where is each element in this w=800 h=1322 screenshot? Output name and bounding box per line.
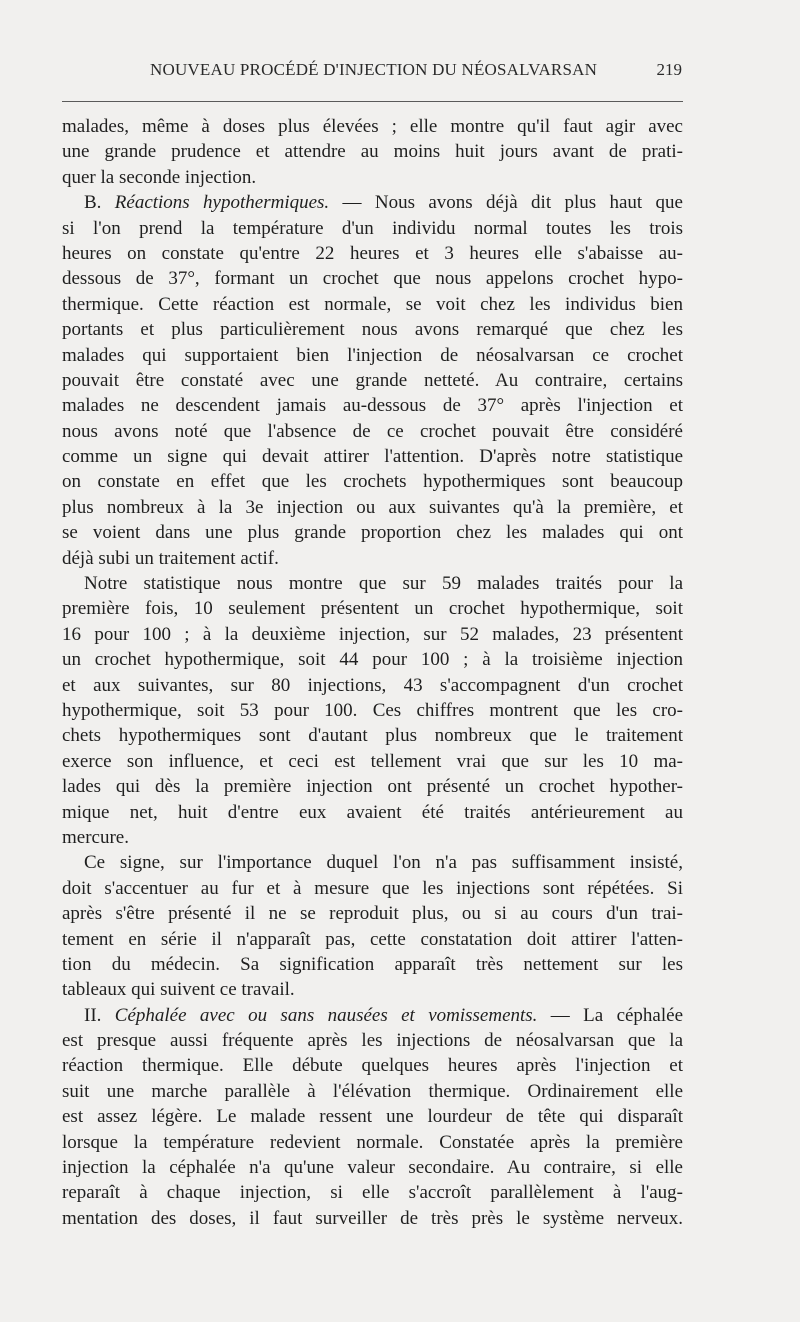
text-line: doit s'accentuer au fur et à mesure que les injections sont répétées. Si (62, 877, 683, 899)
section-number: II. (84, 1004, 115, 1026)
text-line: comme un signe qui devait attirer l'attention. D'après notre statistique (62, 446, 683, 468)
text-line: malades, même à doses plus élevées ; elle montre qu'il faut agir avec (62, 116, 683, 137)
text-line: reparaît à chaque injection, si elle s'accroît parallèlement à l'aug- (62, 1182, 683, 1204)
text-line: Ce signe, sur l'importance duquel l'on n'a pas suffisamment insisté, (84, 852, 683, 874)
text-line: Notre statistique nous montre que sur 59 malades traités pour la (84, 573, 683, 595)
section-title: Réactions hypothermiques. (114, 192, 330, 214)
text-line: si l'on prend la température d'un individu normal toutes les trois (62, 217, 683, 239)
text-line: réaction thermique. Elle débute quelques heures après l'injection et (62, 1055, 683, 1077)
text-line: se voient dans une plus grande proportion chez les malades qui ont (62, 522, 683, 544)
text-line: est presque aussi fréquente après les injections de néosalvarsan que la (62, 1030, 683, 1052)
text-line: heures on constate qu'entre 22 heures et 3 heures elle s'abaisse au- (62, 242, 683, 264)
header-rule (62, 101, 683, 102)
text-line: injection la céphalée n'a qu'une valeur secondaire. Au contraire, si elle (62, 1157, 683, 1179)
text-line: plus nombreux à la 3e injection ou aux suivantes qu'à la première, et (62, 496, 683, 518)
text-line: on constate en effet que les crochets hypothermiques sont beaucoup (62, 471, 683, 493)
text-line: première fois, 10 seulement présentent un crochet hypothermique, soit (62, 598, 683, 620)
text-line: tableaux qui suivent ce travail. (62, 979, 295, 1001)
text-line: malades qui supportaient bien l'injection de néosalvarsan ce crochet (62, 344, 683, 366)
text-line: 16 pour 100 ; à la deuxième injection, sur 52 malades, 23 présentent (62, 623, 683, 645)
text-line: déjà subi un traitement actif. (62, 547, 279, 569)
text-line: suit une marche parallèle à l'élévation thermique. Ordinairement elle (62, 1080, 683, 1102)
text-line: après s'être présenté il ne se reproduit plus, ou si au cours d'un trai- (62, 903, 683, 925)
section-lead: — La céphalée (537, 1004, 683, 1026)
text-line: dessous de 37°, formant un crochet que nous appelons crochet hypo- (62, 268, 683, 290)
text-line: thermique. Cette réaction est normale, se voit chez les individus bien (62, 293, 683, 315)
text-line: un crochet hypothermique, soit 44 pour 100 ; à la troisième injection (62, 649, 683, 671)
text-line: malades ne descendent jamais au-dessous de 37° après l'injection et (62, 395, 683, 417)
page-number: 219 (656, 60, 682, 79)
text-line: une grande prudence et attendre au moins huit jours avant de prati- (62, 141, 683, 163)
section-lead: — Nous avons déjà dit plus haut que (329, 192, 683, 214)
text-line: portants et plus particulièrement nous avons remarqué que chez les (62, 319, 683, 341)
text-line: lorsque la température redevient normale. Constatée après la première (62, 1131, 683, 1153)
text-line: tement en série il n'apparaît pas, cette constatation doit attirer l'atten- (62, 928, 683, 950)
section-title: Céphalée avec ou sans nausées et vomissements. (114, 1004, 538, 1026)
text-line: tion du médecin. Sa signification apparaît très nettement sur les (62, 953, 683, 975)
text-line: mentation des doses, il faut surveiller de très près le système nerveux. (62, 1207, 683, 1229)
section-heading-b (62, 190, 683, 215)
text-line: et aux suivantes, sur 80 injections, 43 s'accompagnent d'un crochet (62, 674, 683, 696)
section-number: B. (84, 192, 115, 214)
section-heading-ii (62, 1003, 683, 1028)
body-text (62, 114, 683, 1231)
text-line: quer la seconde injection. (62, 166, 257, 188)
text-line: est assez légère. Le malade ressent une lourdeur de tête qui disparaît (62, 1106, 683, 1128)
text-line: exerce son influence, et ceci est tellement vrai que sur les 10 ma- (62, 750, 683, 772)
text-line: mercure. (62, 826, 129, 848)
text-line: nous avons noté que l'absence de ce crochet pouvait être considéré (62, 420, 683, 442)
running-title: NOUVEAU PROCÉDÉ D'INJECTION DU NÉOSALVARSAN (150, 60, 598, 79)
text-line: mique net, huit d'entre eux avaient été traités antérieurement au (62, 801, 683, 823)
text-line: chets hypothermiques sont d'autant plus nombreux que le traitement (62, 725, 683, 747)
text-line: hypothermique, soit 53 pour 100. Ces chiffres montrent que les cro- (62, 699, 683, 721)
text-line: lades qui dès la première injection ont présenté un crochet hypother- (62, 776, 683, 798)
text-line: pouvait être constaté avec une grande netteté. Au contraire, certains (62, 369, 683, 391)
